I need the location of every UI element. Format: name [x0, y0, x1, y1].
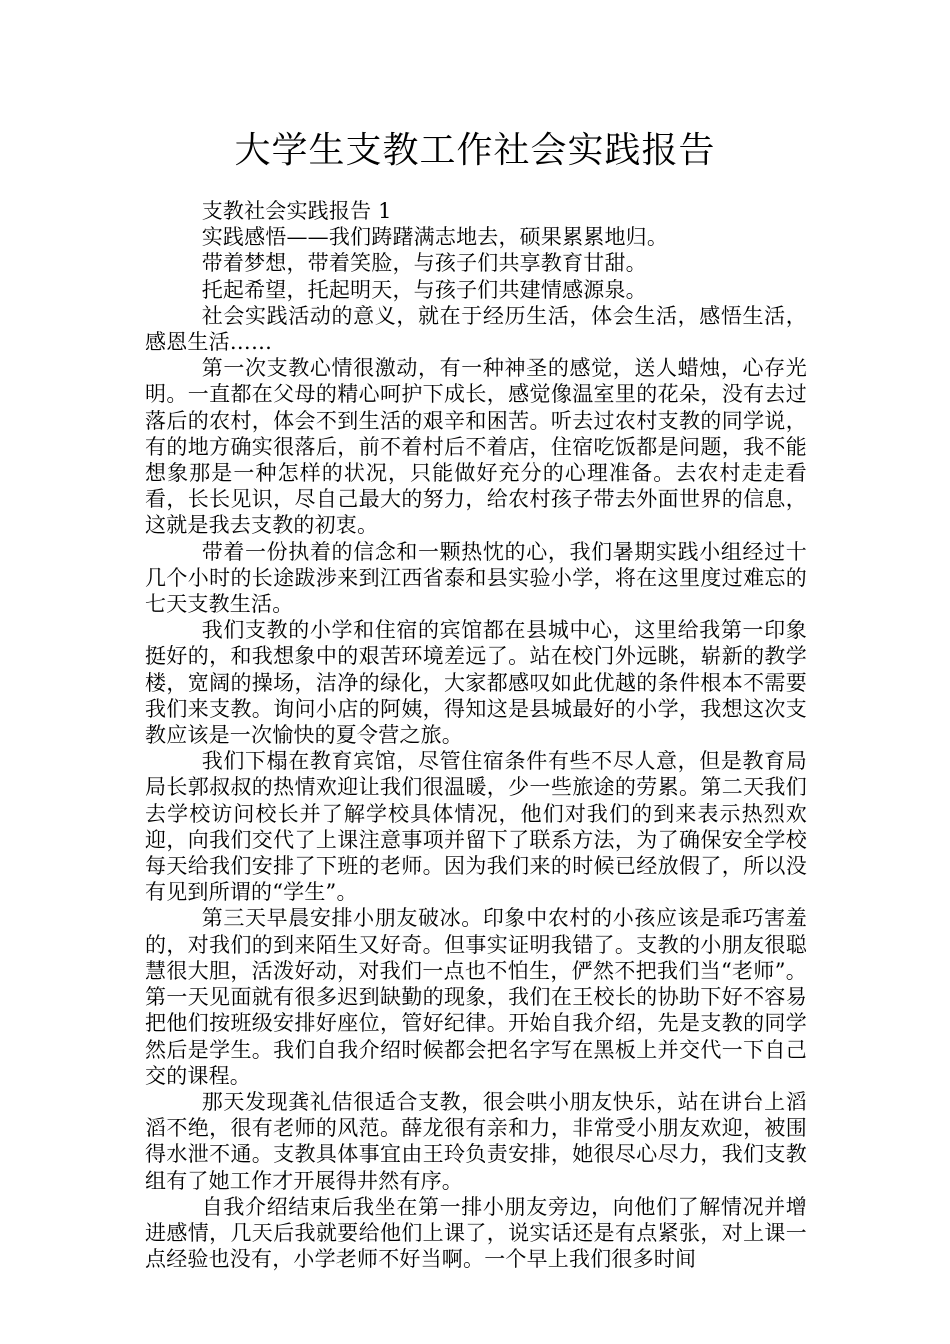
paragraph: 支教社会实践报告 1	[201, 199, 392, 223]
paragraph: 社会实践活动的意义，就在于经历生活，体会生活，感悟生活，感恩生活……	[145, 303, 807, 355]
paragraph: 第一次支教心情很激动，有一种神圣的感觉，送人蜡烛，心存光明。一直都在父母的精心呵护下成长，感觉像温室里的花朵，没有去过落后的农村，体会不到生活的艰辛和困苦。听去过农村支教的同学说，有的地方确实很落后，前不着村后不着店，住宿吃饭都是问题，我不能想象那是一种怎样的状况，只能做好充分的心理准备。去农村走走看看，长长见识，尽自己最大的努力，给农村孩子带去外面世界的信息，这就是我去支教的初衷。	[145, 356, 807, 538]
paragraph: 我们下榻在教育宾馆，尽管住宿条件有些不尽人意，但是教育局局长郭叔叔的热情欢迎让我们很温暖，少一些旅途的劳累。第二天我们去学校访问校长并了解学校具体情况，他们对我们的到来表示热烈欢迎，向我们交代了上课注意事项并留下了联系方法，为了确保安全学校每天给我们安排了下班的老师。因为我们来的时候已经放假了，所以没有见到所谓的“学生”。	[145, 749, 807, 905]
paragraph: 第三天早晨安排小朋友破冰。印象中农村的小孩应该是乖巧害羞的，对我们的到来陌生又好奇。但事实证明我错了。支教的小朋友很聪慧很大胆，活泼好动，对我们一点也不怕生，俨然不把我们当“老师”。第一天见面就有很多迟到缺勤的现象，我们在王校长的协助下好不容易把他们按班级安排好座位，管好纪律。开始自我介绍，先是支教的同学然后是学生。我们自我介绍时候都会把名字写在黑板上并交代一下自己交的课程。	[145, 906, 807, 1088]
document-title: 大学生支教工作社会实践报告	[234, 130, 716, 171]
paragraph: 自我介绍结束后我坐在第一排小朋友旁边，向他们了解情况并增进感情，几天后我就要给他们上课了，说实话还是有点紧张，对上课一点经验也没有，小学老师不好当啊。一个早上我们很多时间	[145, 1194, 807, 1272]
paragraph: 那天发现龚礼佶很适合支教，很会哄小朋友快乐，站在讲台上滔滔不绝，很有老师的风范。薛龙很有亲和力，非常受小朋友欢迎，被围得水泄不通。支教具体事宜由王玲负责安排，她很尽心尽力，我们支教组有了她工作才开展得井然有序。	[145, 1089, 807, 1193]
paragraph: 带着梦想，带着笑脸，与孩子们共享教育甘甜。	[201, 251, 647, 276]
paragraph: 带着一份执着的信念和一颗热忱的心，我们暑期实践小组经过十几个小时的长途跋涉来到江西省泰和县实验小学，将在这里度过难忘的七天支教生活。	[145, 539, 807, 617]
paragraph: 我们支教的小学和住宿的宾馆都在县城中心，这里给我第一印象挺好的，和我想象中的艰苦环境差远了。站在校门外远眺，崭新的教学楼，宽阔的操场，洁净的绿化，大家都感叹如此优越的条件根本不需要我们来支教。询问小店的阿姨，得知这是县城最好的小学，我想这次支教应该是一次愉快的夏令营之旅。	[145, 618, 807, 748]
paragraph: 托起希望，托起明天，与孩子们共建情感源泉。	[201, 277, 647, 302]
paragraph: 实践感悟——我们踌躇满志地去，硕果累累地归。	[201, 225, 669, 250]
document-body	[145, 198, 807, 1272]
